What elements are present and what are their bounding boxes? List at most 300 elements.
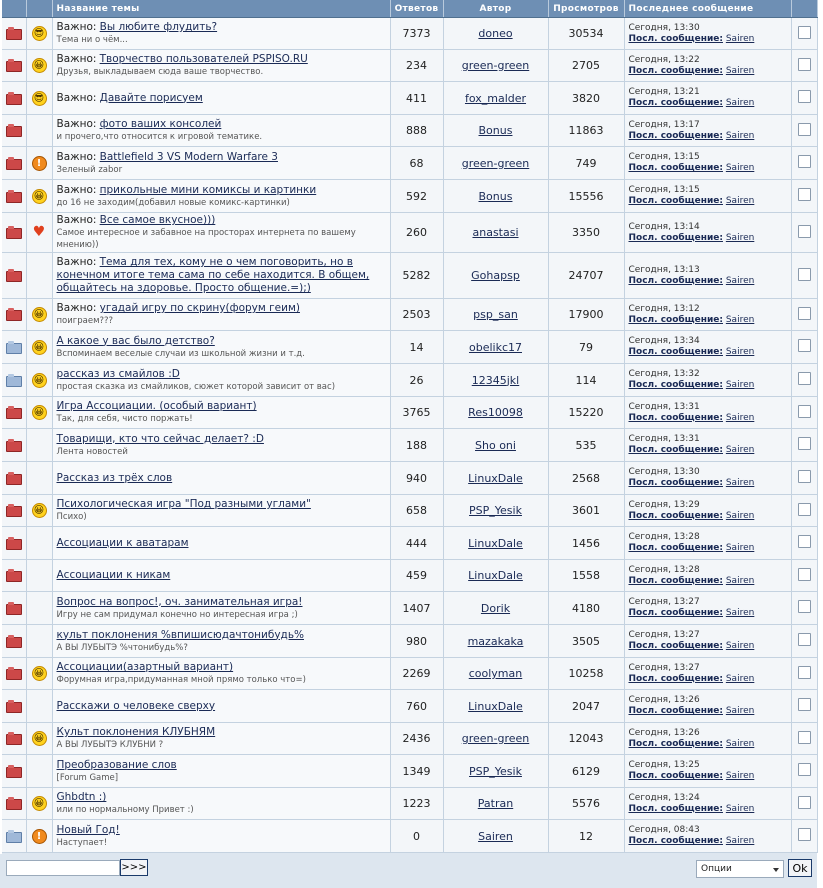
folder-cell <box>2 560 26 592</box>
smiley-icon: 😀 <box>32 307 47 322</box>
topic-link[interactable]: Все самое вкусное))) <box>99 214 216 226</box>
author-link[interactable]: green-green <box>461 156 530 170</box>
smiley-icon: 😎 <box>32 91 47 106</box>
topic-description: Психо) <box>56 512 87 522</box>
views-count: 12 <box>548 820 624 853</box>
table-row <box>2 820 817 853</box>
topic-select-checkbox[interactable] <box>798 731 811 744</box>
author-link[interactable]: Sairen <box>478 829 513 843</box>
smiley-icon: 😀 <box>32 405 47 420</box>
topic-description: поиграем??? <box>56 316 114 326</box>
last-post-link[interactable]: Посл. сообщение: <box>628 641 723 651</box>
select-cell <box>791 495 817 527</box>
author-link[interactable]: psp_san <box>473 308 518 321</box>
folder-icon <box>6 192 22 203</box>
topic-select-checkbox[interactable] <box>798 225 811 238</box>
topic-select-checkbox[interactable] <box>798 339 811 352</box>
last-post-link[interactable]: Посл. сообщение: <box>628 412 723 423</box>
topic-link[interactable]: Преобразование слов <box>56 758 177 771</box>
last-post-link[interactable]: Посл. сообщение: <box>628 738 723 749</box>
views-count: 15220 <box>548 397 624 429</box>
replies-count: 1407 <box>390 592 443 625</box>
topic-link[interactable]: Вопрос на вопрос!, оч. занимательная игра! <box>56 595 303 608</box>
select-cell <box>791 82 817 115</box>
topic-link[interactable]: Игра Ассоциации. (особый вариант) <box>56 400 257 412</box>
topic-link[interactable]: Расскажи о человеке сверху <box>56 699 216 712</box>
last-post-cell <box>624 253 791 299</box>
author-link[interactable]: green-green <box>461 732 530 745</box>
replies-count: 188 <box>390 429 443 462</box>
topic-description: [Forum Game] <box>56 772 119 783</box>
topic-description: Наступает! <box>56 837 108 848</box>
last-post-link[interactable]: Посл. сообщение: <box>628 706 723 716</box>
last-post-user-link[interactable]: Sairen <box>725 641 755 651</box>
select-cell <box>791 299 817 331</box>
last-post-time: Сегодня, 13:28 <box>628 532 700 542</box>
author-cell <box>443 299 548 331</box>
author-link[interactable]: fox_malder <box>464 91 527 105</box>
folder-cell <box>2 723 26 755</box>
header-folder <box>2 0 26 18</box>
last-post-link[interactable]: Посл. сообщение: <box>628 575 723 586</box>
last-post-time: Сегодня, 13:30 <box>628 22 700 33</box>
last-post-time: Сегодня, 13:31 <box>628 434 700 444</box>
last-post-time: Сегодня, 13:24 <box>628 792 700 803</box>
author-link[interactable]: Bonus <box>478 189 513 203</box>
topic-prefix: Важно: <box>56 91 97 104</box>
author-link[interactable]: Res10098 <box>468 406 523 419</box>
last-post-cell <box>624 527 791 560</box>
views-count: 114 <box>548 364 624 397</box>
last-post-link[interactable]: Посл. сообщение: <box>628 803 723 814</box>
replies-count: 3765 <box>390 397 443 429</box>
last-post-user-link[interactable]: Sairen <box>725 575 755 586</box>
folder-cell <box>2 788 26 820</box>
last-post-link[interactable]: Посл. сообщение: <box>628 65 723 76</box>
replies-count: 592 <box>390 180 443 213</box>
topic-select-checkbox[interactable] <box>798 828 811 841</box>
last-post-link[interactable]: Посл. сообщение: <box>628 836 723 846</box>
topic-select-checkbox[interactable] <box>798 796 811 809</box>
last-post-cell <box>624 462 791 495</box>
author-cell <box>443 82 548 115</box>
last-post-cell <box>624 18 791 50</box>
header-select <box>791 0 817 18</box>
topic-link[interactable]: прикольные мини комиксы и картинки <box>99 183 317 196</box>
options-select[interactable] <box>696 860 784 878</box>
last-post-user-link[interactable]: Sairen <box>725 771 755 781</box>
topic-link[interactable]: Ассоциации к никам <box>56 569 171 581</box>
last-post-link[interactable]: Посл. сообщение: <box>628 347 723 357</box>
author-link[interactable]: green-green <box>461 59 530 72</box>
table-row <box>2 299 817 331</box>
author-link[interactable]: Sho oni <box>475 438 516 452</box>
folder-icon <box>6 310 22 321</box>
topic-link[interactable]: фото ваших консолей <box>99 118 222 130</box>
topic-title-cell <box>52 213 390 253</box>
views-count: 535 <box>548 429 624 462</box>
topic-title-cell <box>52 299 390 331</box>
topic-select-checkbox[interactable] <box>798 307 811 320</box>
smiley-icon: 😀 <box>32 796 47 811</box>
last-post-link[interactable]: Посл. сообщение: <box>628 314 723 325</box>
author-link[interactable]: LinuxDale <box>468 569 523 582</box>
page-jump-input[interactable] <box>6 860 120 876</box>
last-post-user-link[interactable]: Sairen <box>725 232 755 243</box>
select-cell <box>791 788 817 820</box>
table-row <box>2 527 817 560</box>
folder-cell <box>2 462 26 495</box>
views-count: 3601 <box>548 495 624 527</box>
table-row <box>2 364 817 397</box>
topic-title-cell <box>52 115 390 147</box>
author-cell <box>443 18 548 50</box>
topic-title-cell <box>52 397 390 429</box>
folder-cell <box>2 364 26 397</box>
topics-table <box>2 0 818 853</box>
topic-link[interactable]: Ghbdtn :) <box>56 791 107 803</box>
topic-title-cell <box>52 560 390 592</box>
table-row <box>2 462 817 495</box>
topics-body <box>2 18 817 853</box>
topic-link[interactable]: рассказ из смайлов :D <box>56 367 180 380</box>
last-post-cell <box>624 429 791 462</box>
last-post-time: Сегодня, 13:12 <box>628 303 700 314</box>
views-count: 24707 <box>548 253 624 299</box>
last-post-link[interactable]: Посл. сообщение: <box>628 380 723 390</box>
views-count: 5576 <box>548 788 624 820</box>
last-post-cell <box>624 495 791 527</box>
author-cell <box>443 788 548 820</box>
last-post-cell <box>624 147 791 180</box>
topic-title-cell <box>52 147 390 180</box>
views-count: 4180 <box>548 592 624 625</box>
last-post-link[interactable]: Посл. сообщение: <box>628 163 723 173</box>
smiley-icon: 😀 <box>32 666 47 681</box>
folder-icon <box>6 539 22 550</box>
topic-select-checkbox[interactable] <box>798 600 811 613</box>
last-post-time: Сегодня, 13:27 <box>628 630 700 640</box>
author-cell <box>443 50 548 82</box>
last-post-cell <box>624 788 791 820</box>
topic-select-checkbox[interactable] <box>798 188 811 201</box>
select-cell <box>791 755 817 788</box>
topic-link[interactable]: Ассоциации(азартный вариант) <box>56 661 234 673</box>
last-post-cell <box>624 755 791 788</box>
author-link[interactable]: Bonus <box>478 124 513 137</box>
replies-count: 1349 <box>390 755 443 788</box>
topic-title-cell <box>52 82 390 115</box>
last-post-time: Сегодня, 13:15 <box>628 185 700 195</box>
author-cell <box>443 495 548 527</box>
last-post-link[interactable]: Посл. сообщение: <box>628 232 723 243</box>
last-post-link[interactable]: Посл. сообщение: <box>628 673 723 684</box>
replies-count: 459 <box>390 560 443 592</box>
topic-select-checkbox[interactable] <box>798 437 811 450</box>
author-link[interactable]: PSP_Yesik <box>469 504 522 517</box>
author-link[interactable]: Dorik <box>480 601 511 615</box>
last-post-user-link[interactable]: Sairen <box>725 803 755 814</box>
last-post-user-link[interactable]: Sairen <box>725 347 755 357</box>
header-last-post: Последнее сообщение <box>624 0 791 18</box>
topic-select-checkbox[interactable] <box>798 503 811 516</box>
last-post-user-link[interactable]: Sairen <box>725 673 755 684</box>
emoji-cell <box>26 560 52 592</box>
topic-link[interactable]: культ поклонения %впишисюдачтонибудь% <box>56 628 304 641</box>
topic-prefix: Важно: <box>56 183 97 196</box>
last-post-user-link[interactable]: Sairen <box>725 314 755 325</box>
author-cell <box>443 625 548 658</box>
table-row <box>2 690 817 723</box>
topic-title-cell <box>52 625 390 658</box>
topic-link[interactable]: угадай игру по скрину(форум геим) <box>99 302 300 314</box>
folder-cell <box>2 180 26 213</box>
author-link[interactable]: LinuxDale <box>468 536 523 550</box>
folder-cell <box>2 299 26 331</box>
last-post-user-link[interactable]: Sairen <box>725 445 755 455</box>
last-post-time: Сегодня, 13:21 <box>628 87 700 97</box>
last-post-user-link[interactable]: Sairen <box>725 163 755 173</box>
emoji-cell <box>26 50 52 82</box>
select-cell <box>791 397 817 429</box>
last-post-user-link[interactable]: Sairen <box>725 608 755 618</box>
author-cell <box>443 364 548 397</box>
emoji-cell <box>26 18 52 50</box>
topic-title-cell <box>52 331 390 364</box>
last-post-time: Сегодня, 13:13 <box>628 264 700 275</box>
topic-link[interactable]: Творчество пользователей PSPISO.RU <box>99 53 308 65</box>
topic-link[interactable]: Ассоциации к аватарам <box>56 536 189 549</box>
topic-link[interactable]: А какое у вас было детство? <box>56 334 215 347</box>
table-row <box>2 560 817 592</box>
topic-select-checkbox[interactable] <box>798 470 811 483</box>
replies-count: 658 <box>390 495 443 527</box>
topic-title-cell <box>52 253 390 299</box>
last-post-link[interactable]: Посл. сообщение: <box>628 130 723 141</box>
smiley-icon: 😀 <box>32 373 47 388</box>
topic-link[interactable]: Вы любите флудить? <box>99 21 218 33</box>
table-row <box>2 180 817 213</box>
select-cell <box>791 331 817 364</box>
smiley-icon: 😀 <box>32 731 47 746</box>
last-post-link[interactable]: Посл. сообщение: <box>628 478 723 488</box>
replies-count: 234 <box>390 50 443 82</box>
folder-icon <box>6 61 22 72</box>
topic-select-checkbox[interactable] <box>798 698 811 711</box>
topic-link[interactable]: Культ поклонения КЛУБНЯМ <box>56 726 216 738</box>
last-post-link[interactable]: Посл. сообщение: <box>628 771 723 781</box>
author-link[interactable]: LinuxDale <box>468 699 523 713</box>
topic-link[interactable]: Психологическая игра "Под разными углами" <box>56 498 311 510</box>
last-post-user-link[interactable]: Sairen <box>725 196 755 206</box>
last-post-user-link[interactable]: Sairen <box>725 738 755 749</box>
select-cell <box>791 462 817 495</box>
emoji-cell <box>26 788 52 820</box>
topic-description: до 16 не заходим(добавил новые комикс-картинки) <box>56 197 290 208</box>
topic-select-checkbox[interactable] <box>798 763 811 776</box>
views-count: 2568 <box>548 462 624 495</box>
topic-title-cell <box>52 429 390 462</box>
folder-icon <box>6 94 22 105</box>
select-cell <box>791 253 817 299</box>
author-link[interactable]: LinuxDale <box>468 471 523 485</box>
last-post-user-link[interactable]: Sairen <box>725 130 755 141</box>
folder-cell <box>2 658 26 690</box>
last-post-link[interactable]: Посл. сообщение: <box>628 98 723 108</box>
topic-select-checkbox[interactable] <box>798 405 811 418</box>
last-post-user-link[interactable]: Sairen <box>725 275 755 286</box>
author-link[interactable]: obelikc17 <box>468 340 522 354</box>
page-jump-button[interactable]: >>> <box>120 859 148 876</box>
ok-button[interactable]: Ok <box>788 859 812 877</box>
folder-icon <box>6 702 22 713</box>
last-post-user-link[interactable]: Sairen <box>725 836 755 846</box>
topic-title-cell <box>52 788 390 820</box>
folder-icon <box>6 271 22 282</box>
views-count: 749 <box>548 147 624 180</box>
topic-title-cell <box>52 18 390 50</box>
last-post-time: Сегодня, 13:29 <box>628 499 700 510</box>
replies-count: 0 <box>390 820 443 853</box>
views-count: 10258 <box>548 658 624 690</box>
author-cell <box>443 462 548 495</box>
last-post-cell <box>624 50 791 82</box>
folder-icon <box>6 441 22 452</box>
smiley-icon: 😀 <box>32 503 47 518</box>
select-cell <box>791 658 817 690</box>
author-cell <box>443 560 548 592</box>
last-post-link[interactable]: Посл. сообщение: <box>628 33 723 44</box>
last-post-time: Сегодня, 13:17 <box>628 119 700 130</box>
smiley-icon: 😀 <box>32 58 47 73</box>
last-post-user-link[interactable]: Sairen <box>725 543 755 553</box>
topic-select-checkbox[interactable] <box>798 58 811 71</box>
author-link[interactable]: mazakaka <box>467 634 524 648</box>
topic-link[interactable]: Новый Год! <box>56 823 120 836</box>
topic-select-checkbox[interactable] <box>798 268 811 281</box>
replies-count: 1223 <box>390 788 443 820</box>
last-post-user-link[interactable]: Sairen <box>725 478 755 488</box>
author-link[interactable]: anastasi <box>472 226 519 239</box>
replies-count: 14 <box>390 331 443 364</box>
last-post-cell <box>624 397 791 429</box>
topic-description: А ВЫ ЛУБЫТЭ %чтонибудь%? <box>56 642 188 653</box>
last-post-time: Сегодня, 13:30 <box>628 467 700 477</box>
folder-cell <box>2 147 26 180</box>
last-post-link[interactable]: Посл. сообщение: <box>628 543 723 553</box>
last-post-link[interactable]: Посл. сообщение: <box>628 608 723 618</box>
last-post-link[interactable]: Посл. сообщение: <box>628 445 723 455</box>
author-link[interactable]: coolyman <box>468 667 523 680</box>
topic-description: Вспоминаем веселые случаи из школьной жизни и т.д. <box>56 348 305 359</box>
replies-count: 26 <box>390 364 443 397</box>
last-post-user-link[interactable]: Sairen <box>725 412 755 423</box>
smiley-icon: 😎 <box>32 26 47 41</box>
author-link[interactable]: Gohapsp <box>471 269 520 282</box>
views-count: 2047 <box>548 690 624 723</box>
topic-description: А ВЫ ЛУБЫТЭ КЛУБНИ ? <box>56 740 164 750</box>
folder-cell <box>2 495 26 527</box>
author-cell <box>443 253 548 299</box>
last-post-time: Сегодня, 13:31 <box>628 401 700 412</box>
folder-icon <box>6 343 22 354</box>
last-post-link[interactable]: Посл. сообщение: <box>628 275 723 286</box>
author-cell <box>443 820 548 853</box>
replies-count: 68 <box>390 147 443 180</box>
topic-select-checkbox[interactable] <box>798 535 811 548</box>
author-link[interactable]: 12345jkl <box>471 373 520 387</box>
select-cell <box>791 364 817 397</box>
topic-select-checkbox[interactable] <box>798 568 811 581</box>
last-post-time: Сегодня, 13:32 <box>628 369 700 379</box>
last-post-user-link[interactable]: Sairen <box>725 380 755 390</box>
last-post-user-link[interactable]: Sairen <box>725 98 755 108</box>
emoji-cell <box>26 495 52 527</box>
select-cell <box>791 115 817 147</box>
topic-select-checkbox[interactable] <box>798 155 811 168</box>
last-post-cell <box>624 723 791 755</box>
last-post-cell <box>624 299 791 331</box>
emoji-cell <box>26 527 52 560</box>
topic-select-checkbox[interactable] <box>798 633 811 646</box>
last-post-user-link[interactable]: Sairen <box>725 65 755 76</box>
topic-link[interactable]: Рассказ из трёх слов <box>56 471 173 484</box>
last-post-time: Сегодня, 13:26 <box>628 695 700 705</box>
smiley-icon: 😀 <box>32 189 47 204</box>
last-post-cell <box>624 625 791 658</box>
header-author: Автор <box>443 0 548 18</box>
topic-select-checkbox[interactable] <box>798 26 811 39</box>
last-post-cell <box>624 690 791 723</box>
author-link[interactable]: doneo <box>478 27 513 40</box>
folder-icon <box>6 159 22 170</box>
topic-link[interactable]: Battlefield 3 VS Modern Warfare 3 <box>99 150 278 163</box>
author-cell <box>443 690 548 723</box>
topic-select-checkbox[interactable] <box>798 90 811 103</box>
topic-link[interactable]: Товарищи, кто что сейчас делает? :D <box>56 432 264 445</box>
author-link[interactable]: PSP_Yesik <box>469 764 522 778</box>
views-count: 79 <box>548 331 624 364</box>
emoji-cell <box>26 253 52 299</box>
heart-icon: ♥ <box>32 224 46 240</box>
folder-icon <box>6 29 22 40</box>
folder-icon <box>6 228 22 239</box>
last-post-cell <box>624 364 791 397</box>
topic-select-checkbox[interactable] <box>798 372 811 385</box>
last-post-user-link[interactable]: Sairen <box>725 510 755 521</box>
table-row <box>2 429 817 462</box>
select-cell <box>791 18 817 50</box>
topic-link[interactable]: Давайте порисуем <box>99 91 203 104</box>
topic-select-checkbox[interactable] <box>798 666 811 679</box>
table-row <box>2 592 817 625</box>
emoji-cell <box>26 115 52 147</box>
topic-link[interactable]: Тема для тех, кому не о чем поговорить, но в конечном итоге тема сама по себе находится. В общем, общайтесь на здоровье. Просто общение.=);) <box>56 256 370 294</box>
topic-description: простая сказка из смайликов, сюжет которой зависит от вас) <box>56 381 336 392</box>
author-cell <box>443 213 548 253</box>
last-post-user-link[interactable]: Sairen <box>725 706 755 716</box>
last-post-user-link[interactable]: Sairen <box>725 33 755 44</box>
topic-description: и прочего,что относится к игровой тематике. <box>56 132 263 142</box>
views-count: 3820 <box>548 82 624 115</box>
folder-icon <box>6 506 22 517</box>
last-post-link[interactable]: Посл. сообщение: <box>628 196 723 206</box>
author-link[interactable]: Patran <box>477 797 514 810</box>
emoji-cell <box>26 331 52 364</box>
topic-select-checkbox[interactable] <box>798 123 811 136</box>
topic-title-cell <box>52 50 390 82</box>
last-post-link[interactable]: Посл. сообщение: <box>628 510 723 521</box>
